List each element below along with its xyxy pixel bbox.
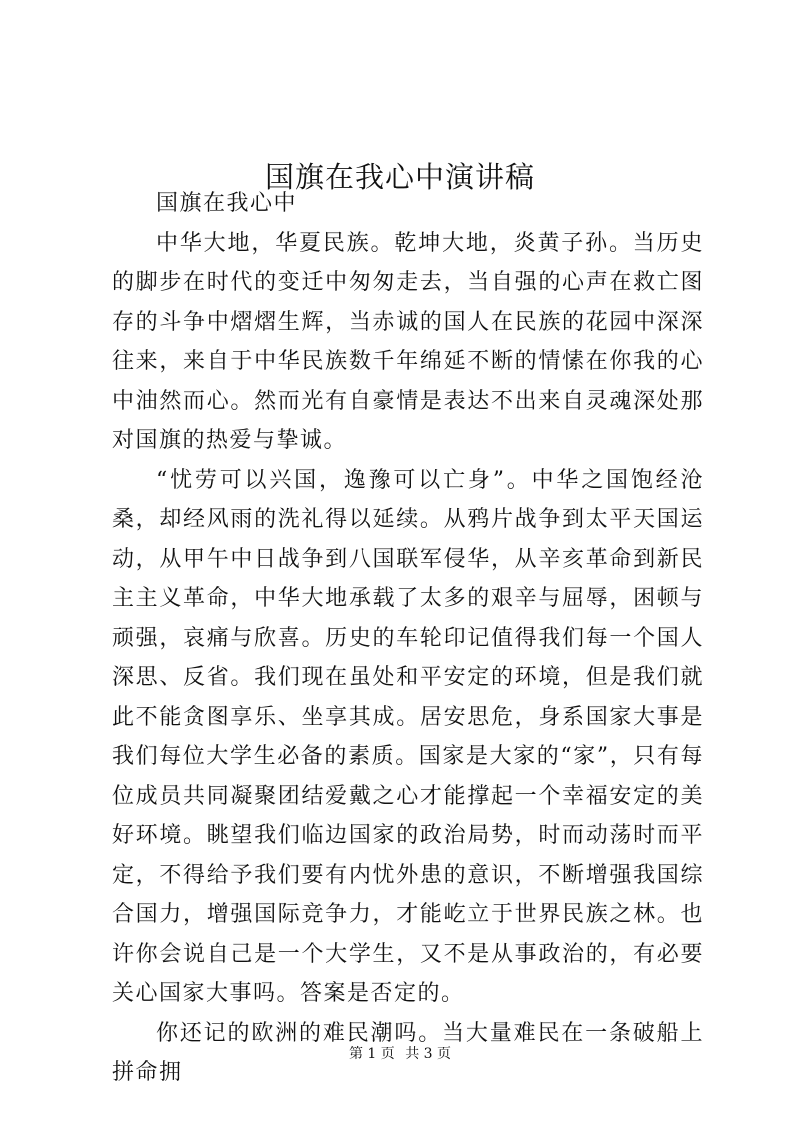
page-footer (0, 1044, 800, 1064)
document-body (112, 184, 704, 1093)
subtitle-paragraph: 国旗在我心中 (156, 191, 298, 216)
body-paragraph-1: 中华大地，华夏民族。乾坤大地，炎黄子孙。当历史的脚步在时代的变迁中匆匆走去，当自强的心声在救亡图存的斗争中熠熠生辉，当赤诚的国人在民族的花园中深深往来，来自于中华民族数千年绵延不断的情愫在你我的心中油然而心。然而光有自豪情是表达不出来自灵魂深处那对国旗的热爱与挚诚。 (112, 230, 704, 453)
page-number: 第 1 页 (348, 1046, 395, 1062)
body-paragraph-2: “忧劳可以兴国，逸豫可以亡身”。中华之国饱经沧桑，却经风雨的洗礼得以延续。从鸦片战争到太平天国运动，从甲午中日战争到八国联军侵华，从辛亥革命到新民主主义革命，中华大地承载了太多的艰辛与屈辱，困顿与顽强，哀痛与欣喜。历史的车轮印记值得我们每一个国人深思、反省。我们现在虽处和平安定的环境，但是我们就此不能贪图享乐、坐享其成。居安思危，身系国家大事是我们每位大学生必备的素质。国家是大家的“家”，只有每位成员共同凝聚团结爱戴之心才能撑起一个幸福安定的美好环境。眺望我们临边国家的政治局势，时而动荡时而平定，不得给予我们要有内忧外患的意识，不断增强我国综合国力，增强国际竞争力，才能屹立于世界民族之林。也许你会说自己是一个大学生，又不是从事政治的，有必要关心国家大事吗。答案是否定的。 (112, 467, 704, 1006)
body-paragraph-3: 你还记的欧洲的难民潮吗。当大量难民在一条破船上拼命拥 (112, 1020, 704, 1085)
page-total: 共 3 页 (405, 1046, 452, 1062)
document-title: 国旗在我心中演讲稿 (264, 160, 535, 195)
